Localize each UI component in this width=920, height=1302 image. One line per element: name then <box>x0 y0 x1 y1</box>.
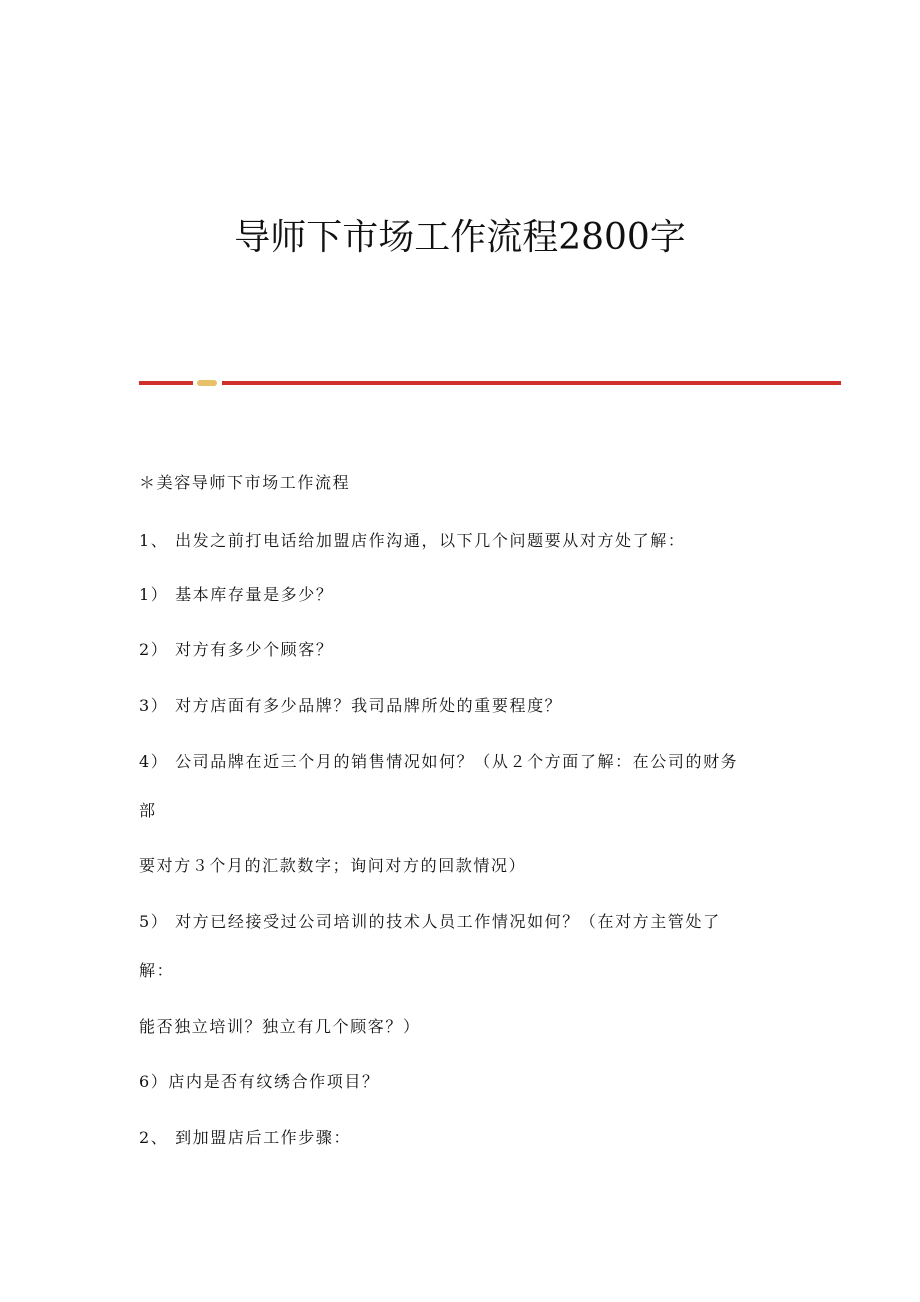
list-item-continuation: 解： <box>139 961 175 980</box>
list-item: 6）店内是否有纹绣合作项目？ <box>139 1072 380 1091</box>
document-title: 导师下市场工作流程2800字 <box>234 217 686 258</box>
list-item: 3） 对方店面有多少品牌？我司品牌所处的重要程度？ <box>139 696 563 715</box>
list-item: 5） 对方已经接受过公司培训的技术人员工作情况如何？（在对方主管处了 <box>139 912 721 931</box>
list-item: 2） 对方有多少个顾客？ <box>139 640 334 659</box>
section-heading: ＊美容导师下市场工作流程 <box>139 473 351 492</box>
list-item: 1） 基本库存量是多少？ <box>139 585 334 604</box>
list-item-continuation: 能否独立培训？独立有几个顾客？） <box>139 1017 421 1036</box>
list-item: 4） 公司品牌在近三个月的销售情况如何？（从２个方面了解：在公司的财务 <box>139 752 739 771</box>
list-item: 2、 到加盟店后工作步骤： <box>139 1128 352 1147</box>
title-divider <box>139 380 841 386</box>
divider-bar-left <box>139 381 193 385</box>
list-item-continuation: 要对方３个月的汇款数字；询问对方的回款情况） <box>139 856 527 875</box>
divider-bar-right <box>222 381 841 385</box>
list-item: 1、 出发之前打电话给加盟店作沟通，以下几个问题要从对方处了解： <box>139 531 686 550</box>
list-item-continuation: 部 <box>139 801 157 820</box>
divider-ornament-icon <box>197 380 217 386</box>
